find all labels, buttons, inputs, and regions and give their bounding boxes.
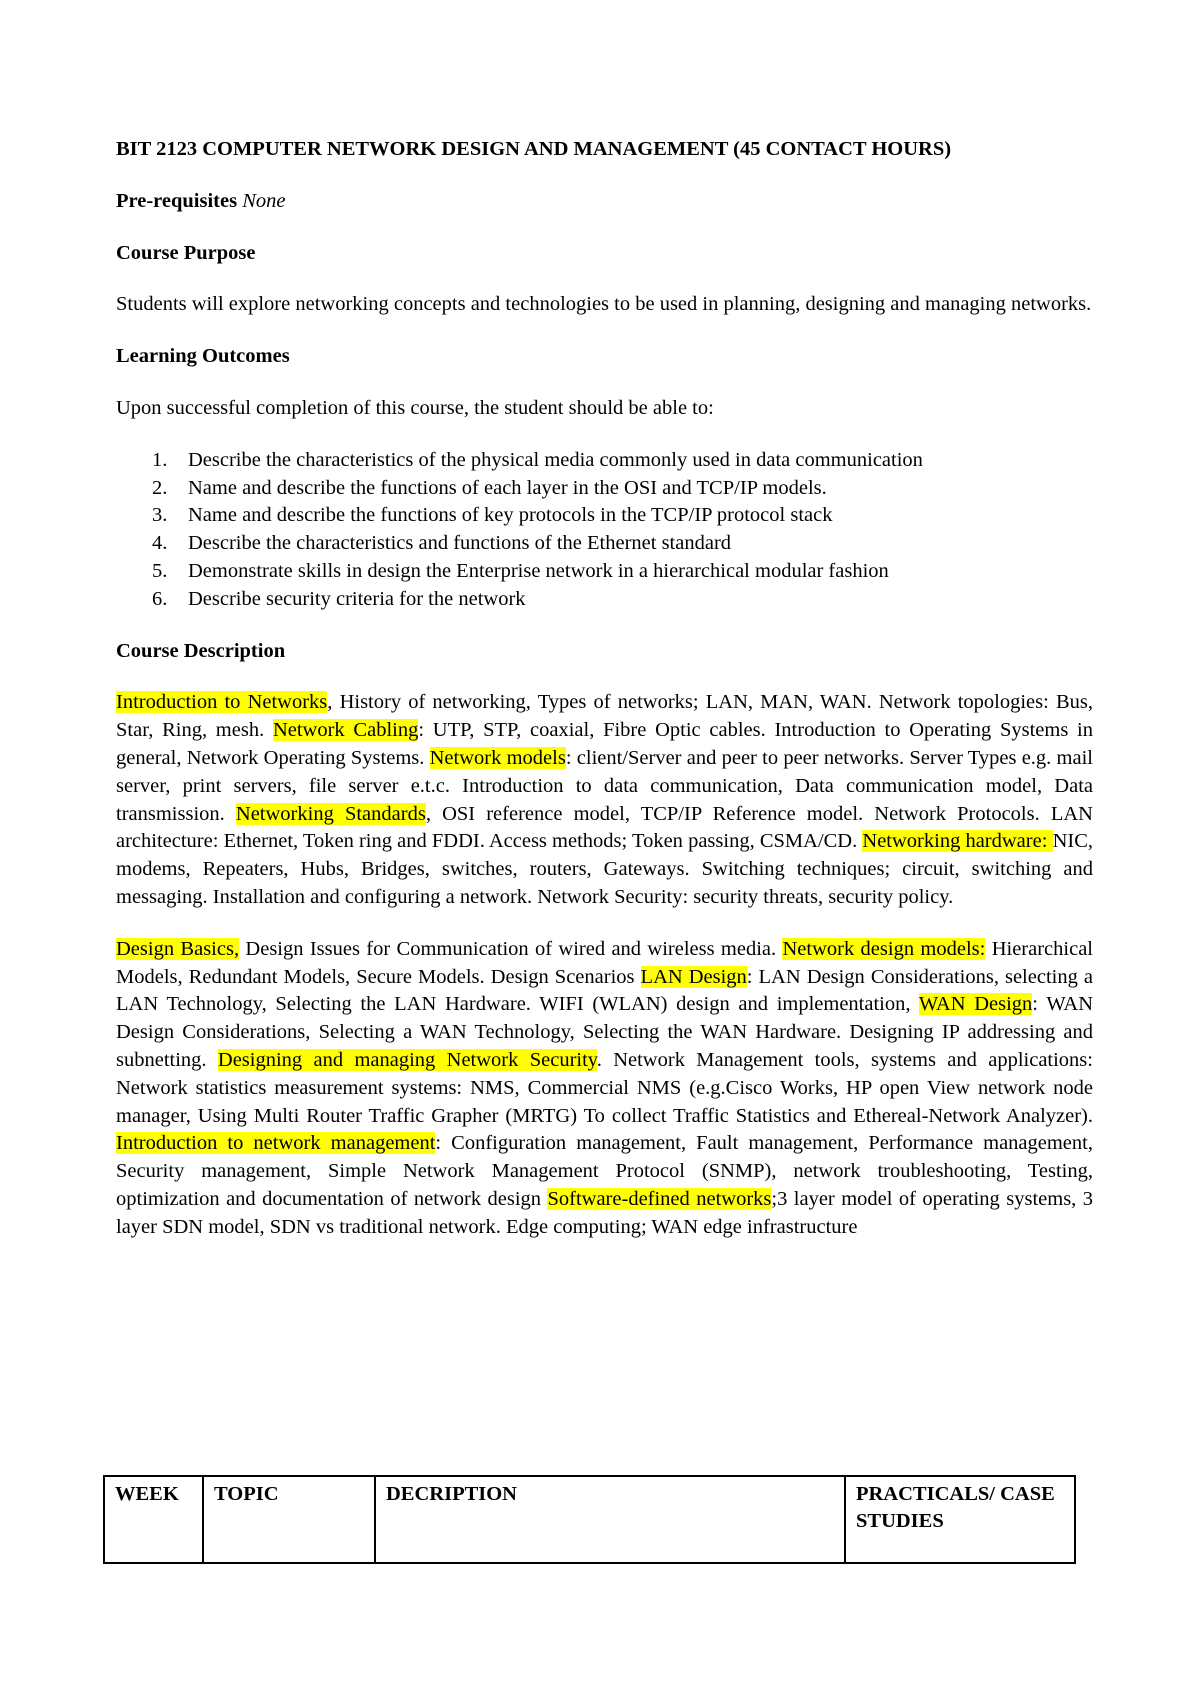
highlighted-topic: Networking hardware:: [862, 830, 1053, 853]
highlighted-topic: Software-defined networks: [547, 1187, 772, 1210]
list-item-text: Name and describe the functions of each layer in the OSI and TCP/IP models.: [188, 476, 827, 499]
document-page: [116, 136, 1093, 1266]
highlighted-topic: WAN Design: [918, 993, 1033, 1016]
description-text: ;3 layer model of operating systems, 3 layer SDN model, SDN vs traditional network. Edge computing; WAN edge infrastructure: [116, 1187, 1093, 1238]
list-item-text: Name and describe the functions of key protocols in the TCP/IP protocol stack: [188, 504, 833, 527]
description-text: , History of networking, Types of networks; LAN, MAN, WAN. Network topologies: Bus, Star, Ring, mesh.: [116, 691, 1093, 742]
highlighted-topic: Network models: [429, 746, 566, 769]
list-item-number: 4.: [152, 532, 168, 555]
list-item-text: Describe the characteristics and functions of the Ethernet standard: [188, 532, 732, 555]
learning-outcomes-list: [116, 447, 1093, 614]
description-text: , OSI reference model, TCP/IP Reference model. Network Protocols. LAN architecture: Ethernet, Token ring and FDDI. Access methods; Token passing, CSMA/CD.: [116, 802, 1093, 853]
course-title: BIT 2123 COMPUTER NETWORK DESIGN AND MANAGEMENT (45 CONTACT HOURS): [116, 138, 952, 160]
table-header-row: [104, 1476, 1075, 1563]
highlighted-topic: Introduction to Networks: [116, 691, 328, 714]
highlighted-topic: Networking Standards: [235, 802, 426, 825]
learning-outcomes-intro: Upon successful completion of this course, the student should be able to:: [116, 396, 714, 419]
list-item: [116, 475, 1093, 503]
course-description-heading: Course Description: [116, 639, 286, 662]
course-purpose-heading: Course Purpose: [116, 241, 256, 264]
table-header-cell: WEEK: [104, 1476, 203, 1563]
highlighted-topic: LAN Design: [640, 965, 747, 988]
description-text: : UTP, STP, coaxial, Fibre Optic cables. Introduction to Operating Systems in general, Network Operating Systems.: [116, 719, 1093, 769]
list-item: [116, 502, 1093, 530]
list-item: [116, 558, 1093, 586]
prerequisites-label: Pre-requisites: [116, 189, 238, 212]
description-text: . Network Management tools, systems and applications: Network statistics measurement systems: NMS, Commercial NMS (e.g.Cisco Works, HP open View network node manager, Using Multi Router Traffic Grapher (MRTG) To collect Traffic Statistics and Ethereal-Network Analyzer).: [116, 1048, 1093, 1127]
description-text: NIC, modems, Repeaters, Hubs, Bridges, switches, routers, Gateways. Switching techniques; circuit, switching and messaging. Installation and configuring a network. Network Security: security threats, security policy.: [116, 830, 1093, 908]
list-item: [116, 447, 1093, 475]
schedule-table: [103, 1475, 1076, 1564]
highlighted-topic: Design Basics,: [116, 937, 240, 960]
list-item: [116, 586, 1093, 614]
prerequisites-value: None: [242, 189, 286, 212]
description-text: : client/Server and peer to peer networks. Server Types e.g. mail server, print servers, file server e.t.c. Introduction to data communication, Data communication model, Data transmission.: [116, 746, 1093, 825]
list-item-number: 5.: [152, 559, 168, 582]
course-description-paragraph-1: [116, 689, 1093, 911]
list-item-text: Describe security criteria for the network: [188, 587, 526, 610]
highlighted-topic: Designing and managing Network Security: [217, 1048, 597, 1071]
highlighted-topic: Network design models:: [782, 937, 986, 960]
description-text: : Configuration management, Fault management, Performance management, Security management, Simple Network Management Protocol (SNMP), network troubleshooting, Testing, optimization and documentation of network design: [116, 1132, 1093, 1210]
list-item-number: 1.: [152, 448, 168, 471]
prerequisites-line: [116, 188, 1093, 216]
course-purpose-text: Students will explore networking concepts and technologies to be used in planning, designing and managing networks.: [116, 293, 1092, 316]
learning-outcomes-heading: Learning Outcomes: [116, 345, 290, 368]
table-header-cell: DECRIPTION: [375, 1476, 845, 1563]
list-item-number: 6.: [152, 587, 168, 610]
description-text: Hierarchical Models, Redundant Models, Secure Models. Design Scenarios: [116, 937, 1093, 988]
description-text: : WAN Design Considerations, Selecting a WAN Technology, Selecting the WAN Hardware. Designing IP addressing and subnetting.: [116, 993, 1094, 1071]
list-item-number: 3.: [152, 504, 168, 527]
table-header-cell: TOPIC: [203, 1476, 375, 1563]
highlighted-topic: Introduction to network management: [116, 1132, 436, 1155]
list-item: [116, 530, 1093, 558]
list-item-number: 2.: [152, 476, 168, 499]
highlighted-topic: Network Cabling: [272, 719, 419, 742]
list-item-text: Demonstrate skills in design the Enterprise network in a hierarchical modular fashion: [188, 559, 889, 582]
course-description-paragraph-2: [116, 936, 1093, 1242]
description-text: Design Issues for Communication of wired and wireless media.: [239, 937, 783, 960]
table-header-cell: PRACTICALS/ CASE STUDIES: [845, 1476, 1075, 1563]
description-text: : LAN Design Considerations, selecting a LAN Technology, Selecting the LAN Hardware. WIFI (WLAN) design and implementation,: [116, 965, 1093, 1016]
list-item-text: Describe the characteristics of the physical media commonly used in data communication: [188, 448, 923, 471]
